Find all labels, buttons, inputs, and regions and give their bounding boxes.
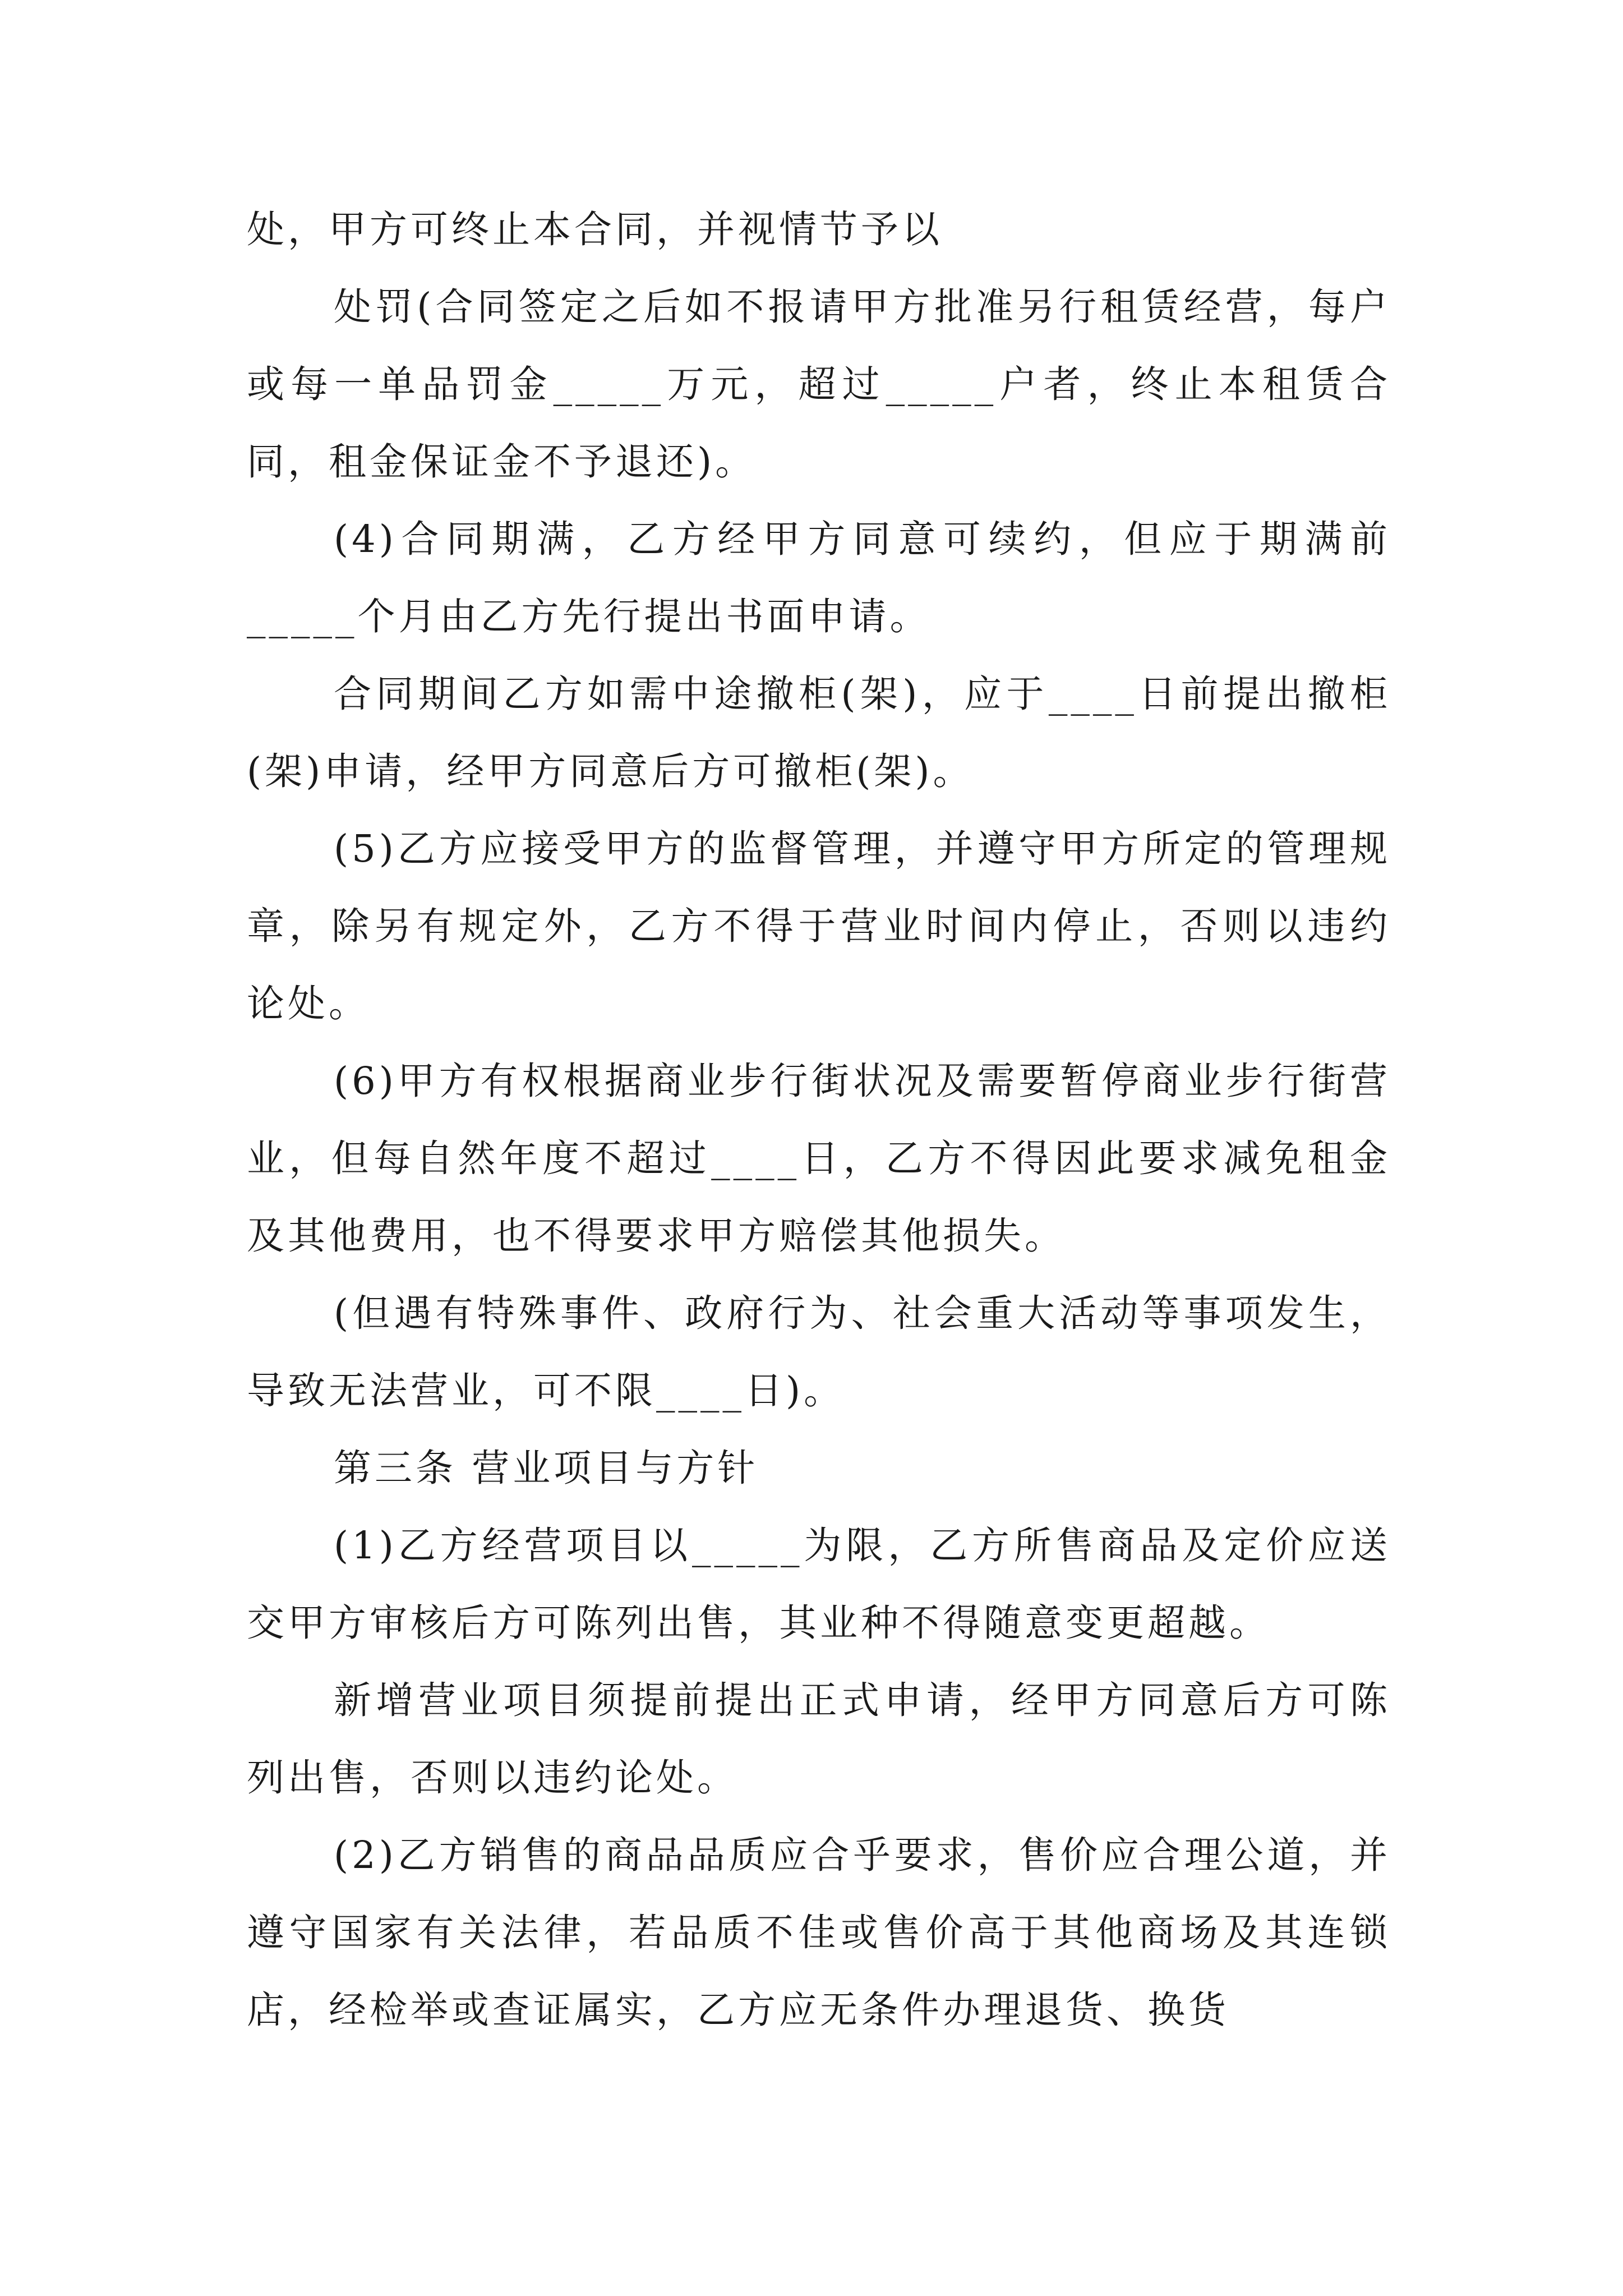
paragraph-6: (6)甲方有权根据商业步行街状况及需要暂停商业步行街营业，但每自然年度不超过____日，乙方不得因此要求减免租金及其他费用，也不得要求甲方赔偿其他损失。	[247, 1059, 1391, 1258]
paragraph-9: 新增营业项目须提前提出正式申请，经甲方同意后方可陈列出售，否则以违约论处。	[247, 1678, 1391, 1800]
paragraph-4: 合同期间乙方如需中途撤柜(架)，应于____日前提出撤柜(架)申请，经甲方同意后方可撤柜(架)。	[247, 672, 1391, 793]
paragraph-8: (1)乙方经营项目以_____为限，乙方所售商品及定价应送交甲方审核后方可陈列出售，其业种不得随意变更超越。	[247, 1524, 1391, 1645]
paragraph-10: (2)乙方销售的商品品质应合乎要求，售价应合理公道，并遵守国家有关法律，若品质不佳或售价高于其他商场及其连锁店，经检举或查证属实，乙方应无条件办理退货、换货	[247, 1833, 1391, 2032]
paragraph-7: (但遇有特殊事件、政府行为、社会重大活动等事项发生，导致无法营业，可不限____日)。	[247, 1291, 1391, 1412]
section-heading-article-3: 第三条 营业项目与方针	[334, 1446, 759, 1490]
document-page	[247, 191, 1391, 2049]
paragraph-2: 处罚(合同签定之后如不报请甲方批准另行租赁经营，每户或每一单品罚金_____万元，超过_____户者，终止本租赁合同，租金保证金不予退还)。	[247, 285, 1391, 484]
paragraph-5: (5)乙方应接受甲方的监督管理，并遵守甲方所定的管理规章，除另有规定外，乙方不得于营业时间内停止，否则以违约论处。	[247, 827, 1391, 1025]
paragraph-3: (4)合同期满，乙方经甲方同意可续约，但应于期满前_____个月由乙方先行提出书面申请。	[247, 517, 1391, 638]
paragraph-1: 处，甲方可终止本合同，并视情节予以	[247, 208, 943, 251]
